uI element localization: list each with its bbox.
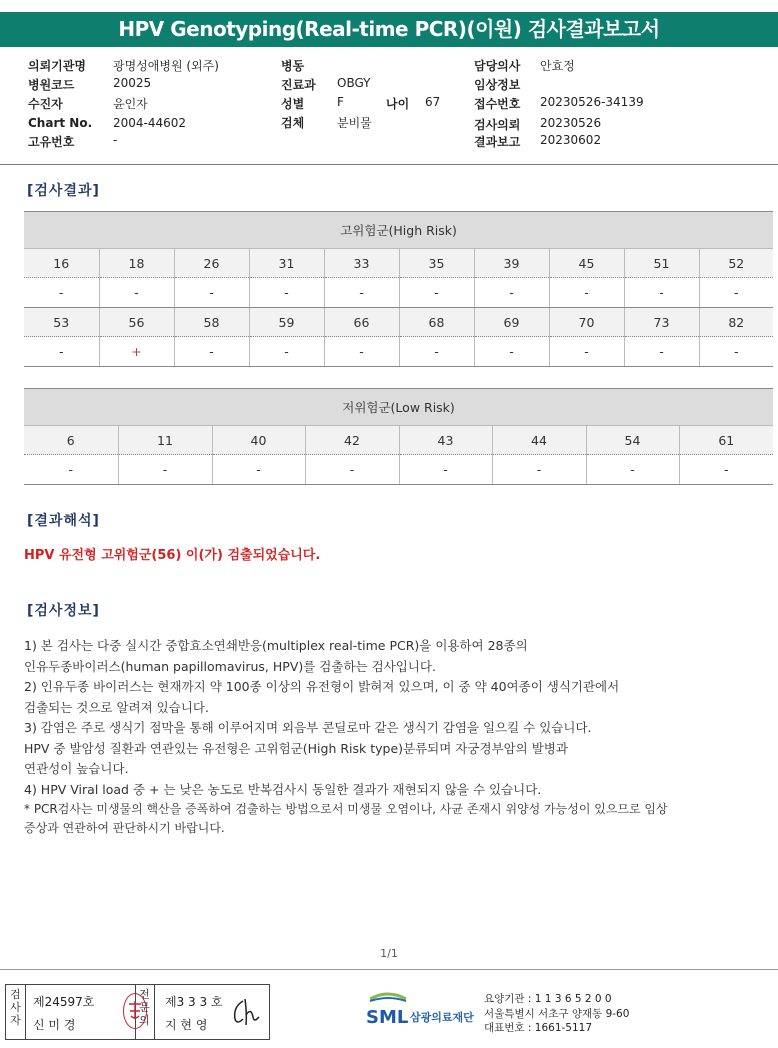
type-cell: 70 [549,308,624,337]
signature-box [5,984,270,1040]
report-header [0,12,778,47]
result-cell: - [174,278,249,308]
result-cell: - [324,337,399,367]
sex-label: 성별 [281,97,305,111]
pcr-note [24,800,668,838]
clinical-label: 임상정보 [474,78,521,92]
positive-result-cell: + [99,337,174,367]
high-risk-label: 고위험군(High Risk) [24,212,773,249]
type-cell: 6 [24,426,118,455]
result-cell: - [305,455,399,485]
interp-text: HPV 유전형 고위험군(56) 이(가) 검출되었습니다. [24,548,321,563]
logo-text: SML [366,1007,409,1028]
low-risk-label: 저위험군(Low Risk) [24,389,773,426]
result-cell: - [174,337,249,367]
result-cell: - [24,455,118,485]
doctor-label: 담당의사 [474,59,521,73]
result-cell: - [679,455,773,485]
chart-label: Chart No. [28,116,93,130]
result-cell: - [699,337,773,367]
result-cell: - [399,278,474,308]
unique-value: - [113,133,118,147]
type-cell: 61 [679,426,773,455]
ward-label: 병동 [281,59,305,73]
info-list [24,636,619,800]
note-line: * PCR검사는 미생물의 핵산을 증폭하여 검출하는 방법으로서 미생물 오염이나, 사균 존재시 위양성 가능성이 있으므로 임상 [24,802,668,816]
type-cell: 33 [324,249,399,278]
info-line: 검출되는 것으로 알려져 있습니다. [24,699,209,715]
receipt-label: 접수번호 [474,97,521,111]
note-line: 증상과 연관하여 판단하시기 바랍니다. [24,821,225,835]
company-code: 요양기관 : 1 1 3 6 5 2 0 0 [484,993,612,1005]
info-line: 인유두종바이러스(human papillomavirus, HPV)를 검출하는 검사입니다. [24,658,436,674]
company-address: 서울특별시 서초구 양재동 9-60 [484,1007,630,1020]
info-line: 4) HPV Viral load 중 + 는 낮은 농도로 반복검사시 동일한 결과가 재현되지 않을 수 있습니다. [24,781,542,797]
result-cell: - [249,337,324,367]
company-logo [366,991,481,1034]
result-cell: - [624,337,699,367]
info-line: 2) 인유두종 바이러스는 현재까지 약 100종 이상의 유전형이 밝혀져 있으며, 이 중 약 40여종이 생식기관에서 [24,679,620,694]
result-cell: - [324,278,399,308]
receipt-value: 20230526-34139 [540,95,644,109]
info-line: 3) 감염은 주로 생식기 점막을 통해 이루어지며 외음부 콘딜로마 같은 생식기 감염을 일으킬 수 있습니다. [24,720,592,735]
hospital-code-label: 병원코드 [28,78,75,92]
type-cell: 52 [699,249,773,278]
result-cell: - [624,278,699,308]
type-cell: 31 [249,249,324,278]
result-cell: - [586,455,679,485]
result-cell: - [699,278,773,308]
type-cell: 59 [249,308,324,337]
result-cell: - [474,278,549,308]
doctor-value: 안효정 [540,59,575,73]
info-line: 연관성이 높습니다. [24,761,129,776]
result-cell: - [24,337,99,367]
result-cell: - [212,455,305,485]
page-number: 1/1 [380,947,398,960]
results-heading: [검사결과] [27,183,100,199]
specialist-license: 제3 3 3 호 [165,995,223,1009]
examiner-license: 제24597호 [33,995,95,1009]
low-risk-table [24,388,773,485]
low-risk-values-row [24,455,773,485]
type-cell: 51 [624,249,699,278]
examiner-label: 검사자 [6,985,26,1039]
specialist-cell [155,985,268,1039]
result-cell: - [492,455,586,485]
unique-label: 고유번호 [28,135,75,149]
type-cell: 56 [99,308,174,337]
type-cell: 40 [212,426,305,455]
high-risk-values-row-2 [24,337,773,367]
result-cell: - [24,278,99,308]
type-cell: 11 [118,426,212,455]
result-cell: - [249,278,324,308]
sex-value: F [337,95,344,109]
report-date-label: 결과보고 [474,135,521,149]
company-phone: 대표번호 : 1661-5117 [484,1022,593,1034]
age-label: 나이 [386,97,410,111]
examiner-cell [26,985,136,1039]
info-heading: [검사정보] [27,603,100,619]
examiner-name: 신 미 경 [33,1018,76,1032]
result-cell: - [399,337,474,367]
institution-value: 광명성애병원 (외주) [113,59,219,73]
high-risk-table [24,211,773,367]
type-cell: 82 [699,308,773,337]
type-cell: 69 [474,308,549,337]
chart-value: 2004-44602 [113,116,187,130]
high-risk-types-row-2 [24,308,773,337]
type-cell: 43 [399,426,492,455]
age-value: 67 [425,95,441,109]
result-cell: - [549,337,624,367]
info-line: 1) 본 검사는 다중 실시간 중합효소연쇄반응(multiplex real-time PCR)을 이용하여 28종의 [24,638,528,653]
report-date-value: 20230602 [540,133,602,147]
patient-info [0,52,778,165]
recipient-label: 수진자 [28,97,63,111]
type-cell: 44 [492,426,586,455]
high-risk-types-row-1 [24,249,773,278]
specimen-value: 분비물 [337,116,372,130]
result-cell: - [549,278,624,308]
type-cell: 53 [24,308,99,337]
dept-label: 진료과 [281,78,316,92]
high-risk-values-row-1 [24,278,773,308]
signature-graphic [229,995,263,1029]
type-cell: 42 [305,426,399,455]
company-info [484,992,629,1036]
type-cell: 39 [474,249,549,278]
result-cell: - [99,278,174,308]
type-cell: 26 [174,249,249,278]
type-cell: 54 [586,426,679,455]
report-title: HPV Genotyping(Real-time PCR)(이원) 검사결과보고서 [118,17,660,41]
interp-heading: [결과해석] [27,513,100,529]
type-cell: 18 [99,249,174,278]
type-cell: 68 [399,308,474,337]
result-cell: - [399,455,492,485]
low-risk-types-row [24,426,773,455]
company-name: 삼광의료재단 [410,1011,474,1024]
type-cell: 16 [24,249,99,278]
result-cell: - [474,337,549,367]
type-cell: 58 [174,308,249,337]
institution-label: 의뢰기관명 [28,59,86,73]
request-value: 20230526 [540,116,602,130]
type-cell: 45 [549,249,624,278]
type-cell: 66 [324,308,399,337]
recipient-value: 윤인자 [113,97,148,111]
result-cell: - [118,455,212,485]
footer-divider [0,969,778,970]
hospital-code-value: 20025 [113,76,152,90]
type-cell: 35 [399,249,474,278]
dept-value: OBGY [337,76,371,90]
specialist-label: 전문의 [135,985,155,1039]
specimen-label: 검체 [281,116,305,130]
info-line: HPV 중 발암성 질환과 연관있는 유전형은 고위험군(High Risk type)분류되며 자궁경부암의 발병과 [24,740,568,756]
type-cell: 73 [624,308,699,337]
specialist-name: 지 현 영 [165,1018,208,1032]
request-label: 검사의뢰 [474,118,521,132]
